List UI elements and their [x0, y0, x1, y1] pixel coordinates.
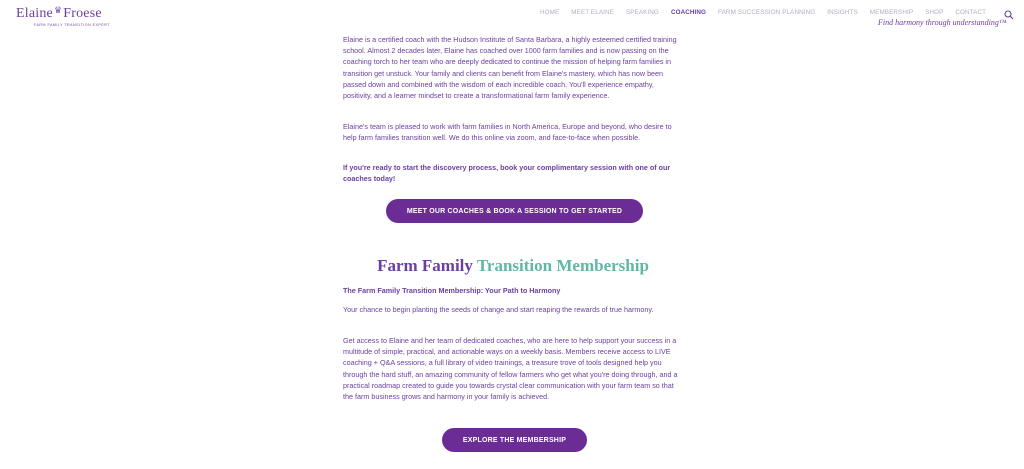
explore-membership-button[interactable]: EXPLORE THE MEMBERSHIP	[442, 428, 587, 452]
coaching-cta-text: If you're ready to start the discovery process, book your complimentary session with one of our coaches today!	[343, 163, 671, 184]
coaching-intro-paragraph: Elaine is a certified coach with the Hudson Institute of Santa Barbara, a highly esteemed certified training school. Almost 2 decades later, Elaine has coached over 1000 farm families and is now passing on the coaching torch to her team who are deeply dedicated to continue the mission of helping farm families in transition get unstuck. Your family and clients can benefit from Elaine's mastery, which has now been passed down and combined with the wisdom of each incredible coach. You'll experience empathy, positivity, and a learner mindset to create a transformational farm family experience.	[343, 35, 677, 101]
logo-tagline: FARM FAMILY TRANSITION EXPERT	[34, 23, 110, 27]
main-nav	[540, 7, 998, 17]
header-tagline: Find harmony through understanding™	[878, 18, 1007, 27]
meet-coaches-button[interactable]: MEET OUR COACHES & BOOK A SESSION TO GET STARTED	[386, 199, 643, 223]
site-header	[0, 0, 1024, 34]
nav-meet-elaine[interactable]: MEET ELAINE	[571, 8, 614, 16]
membership-title-part1: Farm Family	[377, 256, 473, 275]
site-logo[interactable]	[16, 5, 112, 29]
nav-farm-succession-planning[interactable]: FARM SUCCESSION PLANNING	[718, 8, 816, 16]
nav-coaching[interactable]: COACHING	[670, 8, 707, 16]
logo-wordmark	[16, 5, 112, 22]
membership-intro-paragraph: Your chance to begin planting the seeds of change and start reaping the rewards of true harmony.	[343, 305, 654, 314]
search-icon[interactable]	[1004, 7, 1014, 17]
nav-contact[interactable]: CONTACT	[955, 8, 987, 16]
nav-home[interactable]: HOME	[540, 8, 560, 16]
coaching-team-paragraph: Elaine's team is pleased to work with farm families in North America, Europe and beyond, who desire to help farm families transition well. We do this online via zoom, and face-to-face when possible.	[343, 122, 672, 143]
crown-icon: ♛	[53, 5, 63, 15]
nav-shop[interactable]: SHOP	[925, 8, 944, 16]
logo-first-name: Elaine	[16, 6, 53, 21]
membership-title-part2: Transition Membership	[476, 256, 649, 275]
nav-membership[interactable]: MEMBERSHIP	[869, 8, 914, 16]
membership-title	[343, 256, 683, 276]
membership-subtitle: The Farm Family Transition Membership: Your Path to Harmony	[343, 286, 561, 295]
membership-details-paragraph: Get access to Elaine and her team of dedicated coaches, who are here to help support your success in a multitude of simple, practical, and actionable ways on a weekly basis. Members receive access to LIVE coaching + Q&A sessions, a full library of video trainings, a treasure trove of tools designed help you through the hard stuff, an amazing community of fellow farmers who get what you're doing through, and a practical roadmap created to guide you towards crystal clear communication with your farm team so that the farm business grows and harmony in your family is achieved.	[343, 336, 678, 402]
nav-insights[interactable]: INSIGHTS	[827, 8, 858, 16]
logo-last-name: Froese	[63, 6, 102, 21]
nav-speaking[interactable]: SPEAKING	[625, 8, 659, 16]
